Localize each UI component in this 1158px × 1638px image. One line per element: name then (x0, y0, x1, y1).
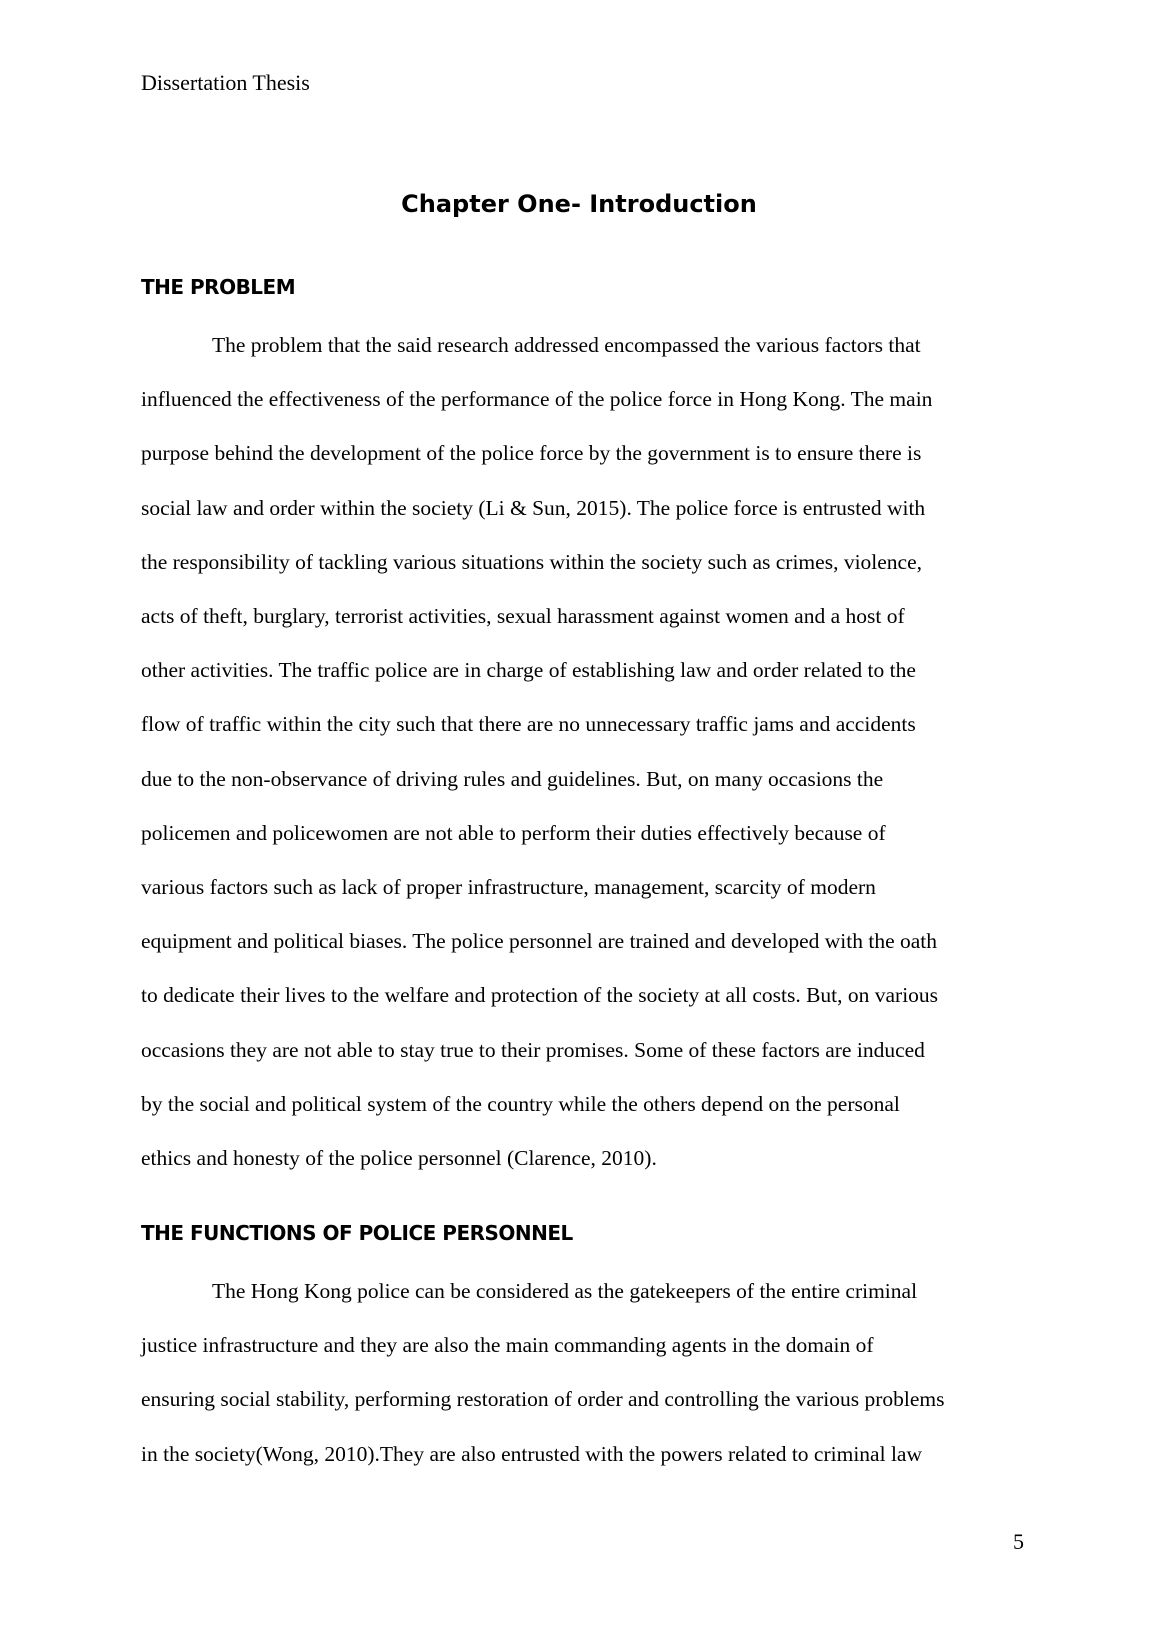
paragraph-line: influenced the effectiveness of the performance of the police force in Hong Kong. The main (141, 387, 933, 412)
paragraph-the-problem (141, 318, 1041, 1185)
paragraph-line: the responsibility of tackling various situations within the society such as crimes, violence, (141, 549, 923, 574)
paragraph-line: flow of traffic within the city such that there are no unnecessary traffic jams and accidents (141, 712, 916, 737)
paragraph-functions-of-police-personnel (141, 1264, 1041, 1481)
page-number: 5 (1013, 1529, 1024, 1554)
paragraph-line: by the social and political system of the country while the others depend on the personal (141, 1091, 900, 1116)
paragraph-line: other activities. The traffic police are in charge of establishing law and order related to the (141, 658, 916, 683)
paragraph-line: acts of theft, burglary, terrorist activities, sexual harassment against women and a host of (141, 604, 905, 629)
paragraph-line: ethics and honesty of the police personnel (Clarence, 2010). (141, 1146, 657, 1171)
paragraph-line: occasions they are not able to stay true to their promises. Some of these factors are induced (141, 1037, 925, 1062)
paragraph-line: various factors such as lack of proper infrastructure, management, scarcity of modern (141, 875, 876, 900)
paragraph-line: The problem that the said research addressed encompassed the various factors that (212, 333, 921, 357)
section-heading-functions-of-police-personnel: THE FUNCTIONS OF POLICE PERSONNEL (141, 1221, 573, 1245)
paragraph-line: in the society(Wong, 2010).They are also entrusted with the powers related to criminal law (141, 1441, 922, 1466)
paragraph-line: due to the non-observance of driving rules and guidelines. But, on many occasions the (141, 766, 884, 791)
section-heading-the-problem: THE PROBLEM (141, 275, 296, 299)
paragraph-line: ensuring social stability, performing restoration of order and controlling the various problems (141, 1387, 945, 1412)
paragraph-line: social law and order within the society (Li & Sun, 2015). The police force is entrusted with (141, 495, 926, 520)
paragraph-line: justice infrastructure and they are also the main commanding agents in the domain of (141, 1333, 874, 1358)
paragraph-line: equipment and political biases. The police personnel are trained and developed with the oath (141, 929, 938, 954)
chapter-title: Chapter One- Introduction (401, 190, 757, 218)
paragraph-line: to dedicate their lives to the welfare and protection of the society at all costs. But, on various (141, 983, 939, 1008)
paragraph-line: policemen and policewomen are not able to perform their duties effectively because of (141, 820, 886, 845)
running-header: Dissertation Thesis (141, 70, 310, 95)
paragraph-line: purpose behind the development of the police force by the government is to ensure there is (141, 441, 922, 466)
paragraph-line: The Hong Kong police can be considered as the gatekeepers of the entire criminal (212, 1279, 918, 1303)
